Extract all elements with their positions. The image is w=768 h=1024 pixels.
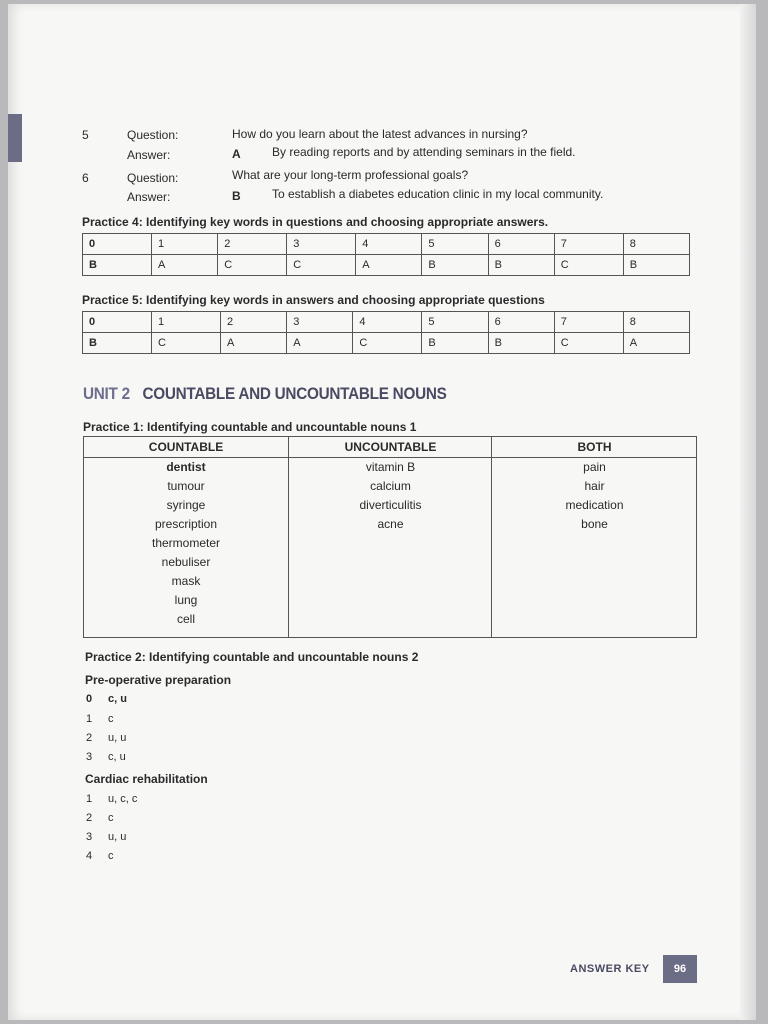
unit-title: COUNTABLE AND UNCOUNTABLE NOUNS: [142, 384, 447, 403]
grid-cell: 7: [554, 234, 623, 255]
grid-cell: C: [353, 333, 422, 354]
qa-number: 6: [82, 171, 89, 185]
question-text: What are your long-term professional goals?: [232, 168, 469, 182]
grid-cell: B: [83, 255, 152, 276]
unit-heading: [83, 384, 447, 404]
noun-item: pain: [583, 460, 606, 474]
grid-cell: B: [83, 333, 152, 354]
noun-item: bone: [581, 517, 608, 531]
list-item: [86, 812, 114, 824]
chapter-tab-marker: [8, 114, 22, 162]
grid-cell: 8: [623, 312, 689, 333]
item-value: u, u: [108, 732, 127, 744]
qa-number: 5: [82, 128, 89, 142]
noun-item: dentist: [166, 460, 206, 474]
grid-cell: C: [554, 255, 623, 276]
grid-cell: A: [623, 333, 689, 354]
practice-5-heading: Practice 5: Identifying key words in answers and choosing appropriate questions: [82, 293, 545, 307]
noun-item: hair: [584, 479, 605, 493]
item-number: 2: [86, 812, 93, 824]
grid-cell: 4: [353, 312, 422, 333]
question-text: How do you learn about the latest advances in nursing?: [232, 127, 528, 141]
grid-cell: A: [356, 255, 422, 276]
noun-item: syringe: [166, 498, 206, 512]
grid-cell: 5: [422, 234, 488, 255]
grid-cell: A: [152, 255, 218, 276]
both-column: [491, 437, 697, 637]
item-number: 1: [86, 713, 93, 725]
noun-item: medication: [565, 498, 624, 512]
list-item: [86, 693, 127, 705]
grid-cell: 0: [83, 312, 152, 333]
grid-cell: 5: [422, 312, 488, 333]
column-header: COUNTABLE: [84, 437, 288, 458]
question-label: Question:: [127, 171, 179, 185]
noun-item: prescription: [154, 517, 218, 531]
noun-item: thermometer: [151, 536, 221, 550]
item-number: 3: [86, 831, 93, 843]
grid-answer-row: [83, 255, 690, 276]
item-number: 3: [86, 751, 93, 763]
list-item: [86, 751, 126, 763]
item-number: 1: [86, 793, 93, 805]
page-spine-shadow: [740, 4, 756, 1020]
grid-cell: 1: [152, 312, 221, 333]
answer-text: To establish a diabetes education clinic in my local community.: [272, 187, 604, 201]
answer-key-label: ANSWER KEY: [570, 963, 650, 975]
grid-cell: C: [554, 333, 623, 354]
grid-cell: B: [488, 333, 554, 354]
grid-cell: C: [152, 333, 221, 354]
item-value: c, u: [108, 693, 127, 705]
grid-cell: A: [221, 333, 287, 354]
unit-practice-1-heading: Practice 1: Identifying countable and uncountable nouns 1: [83, 420, 417, 434]
grid-cell: B: [422, 333, 488, 354]
grid-cell: 6: [488, 234, 554, 255]
item-value: c, u: [108, 751, 126, 763]
noun-item: acne: [377, 517, 404, 531]
item-number: 4: [86, 850, 93, 862]
uncountable-column: [288, 437, 492, 637]
unit-number: UNIT 2: [83, 384, 130, 403]
item-value: c: [108, 850, 114, 862]
grid-cell: A: [287, 333, 353, 354]
noun-item: tumour: [167, 479, 205, 493]
grid-cell: 7: [554, 312, 623, 333]
grid-cell: 4: [356, 234, 422, 255]
grid-cell: 3: [287, 234, 356, 255]
grid-cell: B: [623, 255, 689, 276]
page-number-badge: 96: [663, 955, 697, 983]
noun-item: mask: [171, 574, 201, 588]
grid-cell: B: [422, 255, 488, 276]
noun-item: calcium: [370, 479, 411, 493]
countable-column: [84, 437, 288, 637]
grid-cell: C: [218, 255, 287, 276]
grid-cell: 8: [623, 234, 689, 255]
item-number: 0: [86, 693, 93, 705]
list-item: [86, 732, 126, 744]
column-header: UNCOUNTABLE: [289, 437, 492, 458]
grid-answer-row: [83, 333, 690, 354]
column-header: BOTH: [492, 437, 697, 458]
noun-item: vitamin B: [365, 460, 416, 474]
grid-number-row: [83, 234, 690, 255]
item-value: c: [108, 812, 114, 824]
practice-4-heading: Practice 4: Identifying key words in questions and choosing appropriate answers.: [82, 215, 549, 229]
unit-practice-2-heading: Practice 2: Identifying countable and uncountable nouns 2: [85, 650, 419, 664]
item-value: u, c, c: [108, 793, 138, 805]
answer-letter: B: [232, 189, 241, 203]
answer-label: Answer:: [127, 190, 171, 204]
grid-cell: 3: [287, 312, 353, 333]
list-item: [86, 831, 126, 843]
answer-letter: A: [232, 147, 241, 161]
noun-item: diverticulitis: [359, 498, 422, 512]
grid-cell: 0: [83, 234, 152, 255]
list-item: [86, 713, 114, 725]
nouns-table: [83, 436, 697, 638]
noun-item: lung: [174, 593, 198, 607]
grid-cell: 6: [488, 312, 554, 333]
grid-cell: 1: [152, 234, 218, 255]
list-item: [86, 793, 137, 805]
section-title: Cardiac rehabilitation: [85, 772, 208, 786]
answer-label: Answer:: [127, 148, 171, 162]
question-label: Question:: [127, 128, 179, 142]
item-value: u, u: [108, 831, 127, 843]
list-item: [86, 850, 114, 862]
practice-5-answer-grid: [82, 311, 690, 354]
grid-cell: 2: [221, 312, 287, 333]
item-number: 2: [86, 732, 93, 744]
item-value: c: [108, 713, 114, 725]
grid-cell: 2: [218, 234, 287, 255]
noun-item: nebuliser: [161, 555, 211, 569]
grid-cell: B: [488, 255, 554, 276]
answer-text: By reading reports and by attending seminars in the field.: [272, 145, 576, 159]
grid-cell: C: [287, 255, 356, 276]
grid-number-row: [83, 312, 690, 333]
noun-item: cell: [176, 612, 195, 626]
section-title: Pre-operative preparation: [85, 673, 232, 687]
practice-4-answer-grid: [82, 233, 690, 276]
